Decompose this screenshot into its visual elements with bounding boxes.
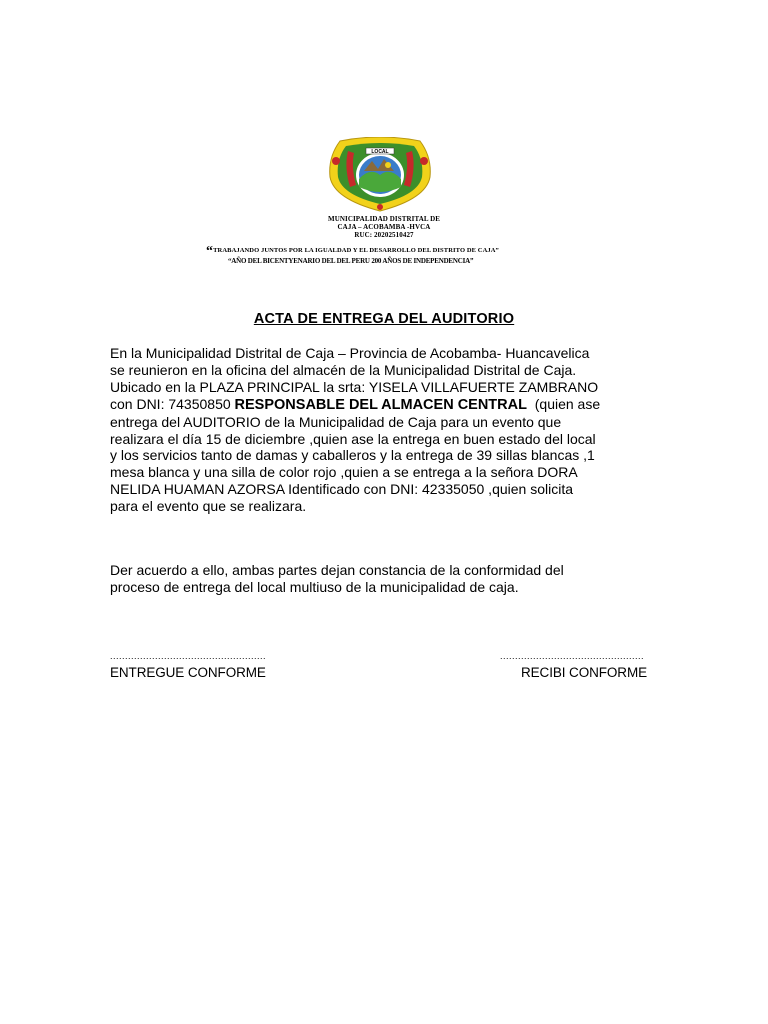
body-line: mesa blanca y una silla de color rojo ,quien a se entrega a la señora DORA [110, 464, 578, 481]
svg-text:LOCAL: LOCAL [371, 149, 389, 155]
signature-label-delivered: ENTREGUE CONFORME [110, 665, 266, 680]
body-paragraph [110, 345, 670, 515]
signature-left [110, 651, 266, 680]
body-line: Ubicado en la PLAZA PRINCIPAL la srta: YISELA VILLAFUERTE ZAMBRANO [110, 378, 599, 395]
body-line: En la Municipalidad Distrital de Caja – Provincia de Acobamba- Huancavelica [110, 345, 590, 361]
document-title: ACTA DE ENTREGA DEL AUDITORIO [253, 311, 515, 327]
body-text: (quien ase [526, 395, 601, 412]
header-municipality: MUNICIPALIDAD DISTRITAL DE [327, 215, 441, 223]
closing-paragraph [110, 562, 670, 596]
municipal-crest-icon [326, 137, 434, 213]
closing-line: proceso de entrega del local multiuso de la municipalidad de caja. [110, 578, 519, 595]
body-line: NELIDA HUAMAN AZORSA Identificado con DNI: 42335050 ,quien solicita [110, 481, 574, 498]
header-anniversary: “AÑO DEL BICENTYENARIO DEL DEL PERU 200 AÑOS DE INDEPENDENCIA” [228, 257, 474, 265]
header-ruc: RUC: 20202510427 [354, 231, 414, 239]
motto-open-quote: “ [206, 244, 214, 259]
body-line: y los servicios tanto de damas y caballeros y la entrega de 39 sillas blancas ,1 [110, 447, 595, 464]
signature-line: .................................................... [110, 651, 267, 661]
body-line [110, 396, 670, 414]
body-text: con DNI: 74350850 [110, 395, 235, 412]
signature-line: ................................................ [500, 651, 645, 661]
header-block [0, 215, 768, 239]
responsible-role: RESPONSABLE DEL ALMACEN CENTRAL [234, 396, 527, 413]
body-line: entrega del AUDITORIO de la Municipalidad de Caja para un evento que [110, 413, 562, 430]
header-location: CAJA – ACOBAMBA -HVCA [337, 223, 431, 231]
body-line: se reunieron en la oficina del almacén de la Municipalidad Distrital de Caja. [110, 361, 577, 378]
motto-text: TRABAJANDO JUNTOS POR LA IGUALDAD Y EL DESARROLLO DEL DISTRITO DE CAJA” [213, 247, 499, 254]
body-line: realizara el día 15 de diciembre ,quien ase la entrega en buen estado del local [110, 430, 596, 447]
signature-right [500, 651, 647, 680]
body-line: para el evento que se realizara. [110, 498, 307, 515]
signature-label-received: RECIBI CONFORME [521, 665, 648, 680]
closing-line: Der acuerdo a ello, ambas partes dejan constancia de la conformidad del [110, 562, 564, 578]
